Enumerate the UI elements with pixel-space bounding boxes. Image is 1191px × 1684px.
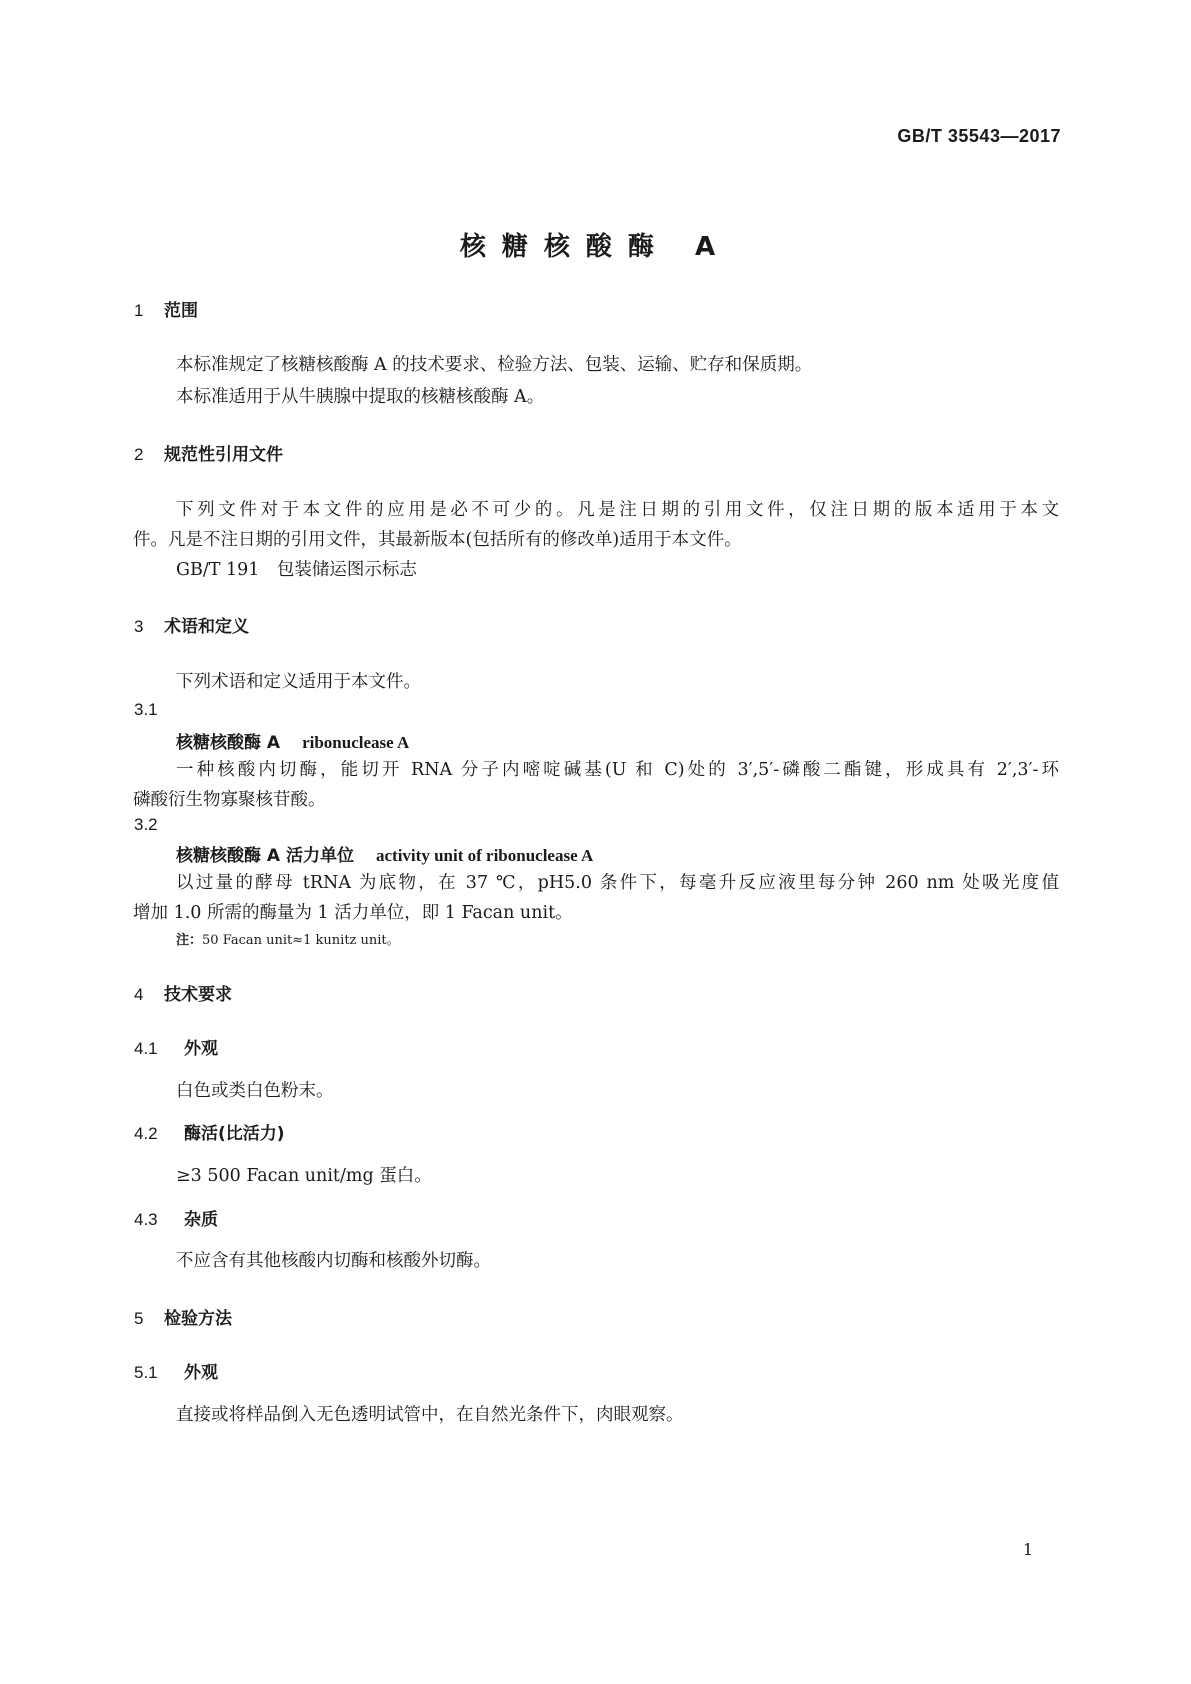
section-number: 5 (134, 1309, 144, 1328)
normative-reference: GB/T 191 包装储运图示标志 (176, 560, 417, 580)
section-5-1-heading (134, 1358, 218, 1383)
section-number: 4.1 (134, 1039, 158, 1058)
section-4-heading (134, 980, 232, 1005)
term-3-1-definition-line-1: 一种核酸内切酶，能切开 RNA 分子内嘧啶碱基(U 和 C)处的 3′,5′-磷酸二酯键，形成具有 2′,3′-环 (176, 760, 1059, 780)
term-zh: 核糖核酸酶 A (176, 733, 281, 753)
section-title: 外观 (184, 1363, 218, 1383)
section-2-heading (134, 440, 283, 465)
section-number: 4.3 (134, 1210, 158, 1229)
section-title: 技术要求 (164, 985, 232, 1005)
section-title: 酶活(比活力) (184, 1124, 285, 1144)
term-3-2-definition-line-1: 以过量的酵母 tRNA 为底物，在 37 ℃，pH5.0 条件下，每毫升反应液里每分钟 260 nm 处吸光度值 (176, 873, 1059, 893)
section-4-3-text: 不应含有其他核酸内切酶和核酸外切酶。 (176, 1251, 491, 1271)
section-number: 4 (134, 985, 144, 1004)
section-number: 5.1 (134, 1363, 158, 1382)
term-en: ribonuclease A (302, 733, 410, 752)
term-3-1-definition-line-2: 磷酸衍生物寡聚核苷酸。 (133, 790, 326, 810)
section-5-heading (134, 1304, 232, 1329)
term-zh: 核糖核酸酶 A 活力单位 (176, 846, 354, 866)
note-text: 50 Facan unit≈1 kunitz unit。 (202, 933, 400, 948)
section-1-paragraph-2: 本标准适用于从牛胰腺中提取的核糖核酸酶 A。 (176, 387, 545, 407)
section-number: 2 (134, 445, 144, 464)
section-number: 3 (134, 617, 144, 636)
section-title: 检验方法 (164, 1309, 232, 1329)
section-1-heading (134, 296, 198, 321)
term-3-1-number: 3.1 (134, 700, 158, 719)
section-title: 杂质 (184, 1210, 218, 1230)
section-3-heading (134, 612, 249, 637)
section-title: 规范性引用文件 (164, 445, 283, 465)
section-2-paragraph-line-2: 件。凡是不注日期的引用文件，其最新版本(包括所有的修改单)适用于本文件。 (133, 530, 742, 550)
section-title: 术语和定义 (164, 617, 249, 637)
term-en: activity unit of ribonuclease A (376, 846, 594, 865)
page-number: 1 (1022, 1540, 1033, 1559)
section-3-intro: 下列术语和定义适用于本文件。 (176, 672, 421, 692)
term-3-1 (176, 728, 409, 753)
section-5-1-text: 直接或将样品倒入无色透明试管中，在自然光条件下，肉眼观察。 (176, 1405, 684, 1425)
term-3-2-note (176, 929, 400, 948)
section-title: 范围 (164, 301, 198, 321)
section-4-2-text: ≥3 500 Facan unit/mg 蛋白。 (176, 1166, 432, 1186)
term-3-2 (176, 841, 593, 866)
note-label: 注： (176, 933, 203, 948)
section-number: 1 (134, 301, 144, 320)
section-1-paragraph-1: 本标准规定了核糖核酸酶 A 的技术要求、检验方法、包装、运输、贮存和保质期。 (176, 355, 813, 375)
standard-code: GB/T 35543—2017 (897, 126, 1061, 146)
section-4-1-heading (134, 1034, 218, 1059)
section-4-3-heading (134, 1205, 218, 1230)
section-title: 外观 (184, 1039, 218, 1059)
section-2-paragraph-line-1: 下列文件对于本文件的应用是必不可少的。凡是注日期的引用文件，仅注日期的版本适用于本文 (176, 500, 1059, 520)
term-3-2-number: 3.2 (134, 815, 158, 834)
section-number: 4.2 (134, 1124, 158, 1143)
term-3-2-definition-line-2: 增加 1.0 所需的酶量为 1 活力单位，即 1 Facan unit。 (133, 903, 573, 923)
section-4-2-heading (134, 1119, 285, 1144)
document-title: 核糖核酸酶 A (459, 232, 732, 262)
section-4-1-text: 白色或类白色粉末。 (176, 1081, 334, 1101)
